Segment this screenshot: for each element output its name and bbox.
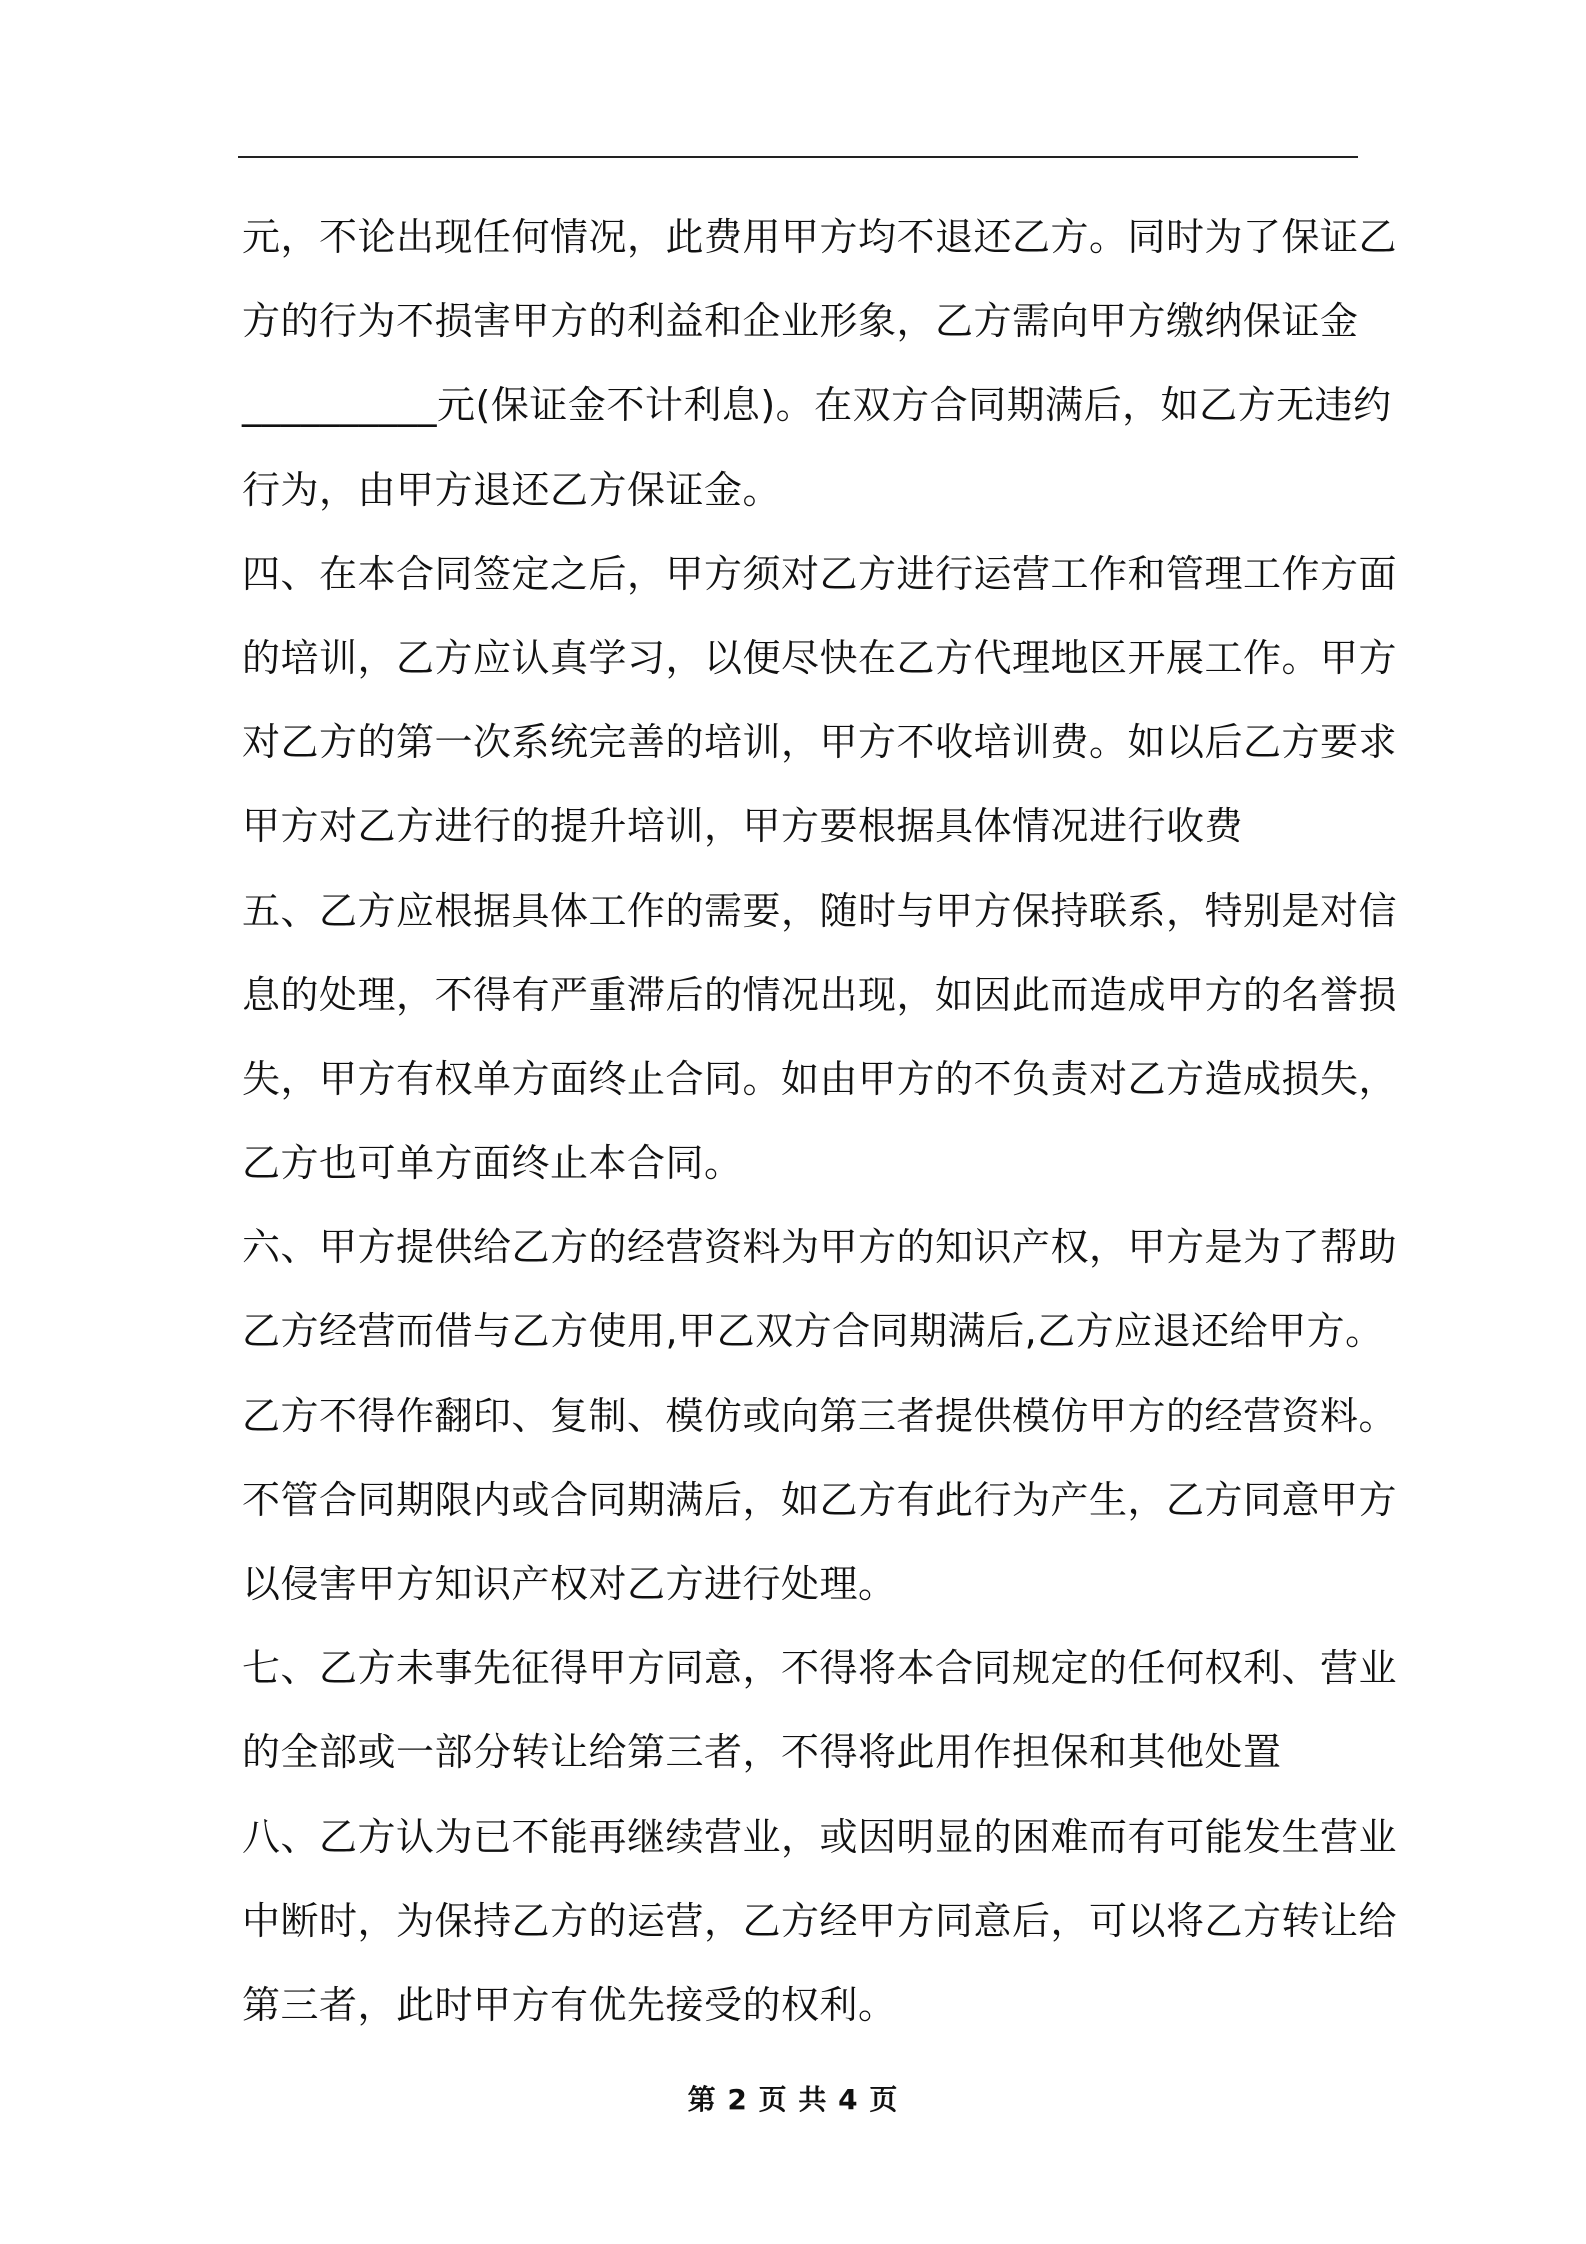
text-line: 元，不论出现任何情况，此费用甲方均不退还乙方。同时为了保证乙 (242, 215, 1398, 259)
text-line: 乙方不得作翻印、复制、模仿或向第三者提供模仿甲方的经营资料。 (242, 1393, 1398, 1438)
text-line: 甲方对乙方进行的提升培训，甲方要根据具体情况进行收费 (242, 804, 1244, 849)
text-line: 息的处理，不得有严重滞后的情况出现，如因此而造成甲方的名誉损 (242, 972, 1398, 1017)
text-line: 六、甲方提供给乙方的经营资料为甲方的知识产权，甲方是为了帮助 (242, 1225, 1398, 1270)
text-line: 乙方也可单方面终止本合同。 (242, 1141, 743, 1186)
text-line: 八、乙方认为已不能再继续营业，或因明显的困难而有可能发生营业 (242, 1814, 1398, 1859)
text-line: 第三者，此时甲方有优先接受的权利。 (242, 1982, 897, 2027)
text-line: 五、乙方应根据具体工作的需要，随时与甲方保持联系，特别是对信 (242, 888, 1398, 933)
text-line: 七、乙方未事先征得甲方同意，不得将本合同规定的任何权利、营业 (242, 1646, 1398, 1691)
text-line: 乙方经营而借与乙方使用,甲乙双方合同期满后,乙方应退还给甲方。 (242, 1309, 1384, 1354)
text-line: 的全部或一部分转让给第三者，不得将此用作担保和其他处置 (242, 1730, 1282, 1775)
text-line: 四、在本合同签定之后，甲方须对乙方进行运营工作和管理工作方面 (242, 551, 1398, 596)
text-line: 方的行为不损害甲方的利益和企业形象，乙方需向甲方缴纳保证金 (242, 299, 1359, 344)
text-line: 的培训，乙方应认真学习，以便尽快在乙方代理地区开展工作。甲方 (242, 635, 1398, 680)
text-line: 对乙方的第一次系统完善的培训，甲方不收培训费。如以后乙方要求 (242, 720, 1398, 765)
text-line: 中断时，为保持乙方的运营，乙方经甲方同意后，可以将乙方转让给 (242, 1898, 1398, 1943)
page-number: 第 2 页 共 4 页 (687, 2083, 899, 2116)
header-rule (238, 156, 1358, 158)
text-line: 行为，由甲方退还乙方保证金。 (242, 467, 782, 512)
text-line: 不管合同期限内或合同期满后，如乙方有此行为产生，乙方同意甲方 (242, 1477, 1398, 1522)
contract-body (242, 195, 1398, 2047)
text-line: __________元(保证金不计利息)。在双方合同期满后，如乙方无违约 (242, 383, 1392, 428)
text-line: 失，甲方有权单方面终止合同。如由甲方的不负责对乙方造成损失， (242, 1056, 1398, 1101)
text-line: 以侵害甲方知识产权对乙方进行处理。 (242, 1562, 897, 1606)
